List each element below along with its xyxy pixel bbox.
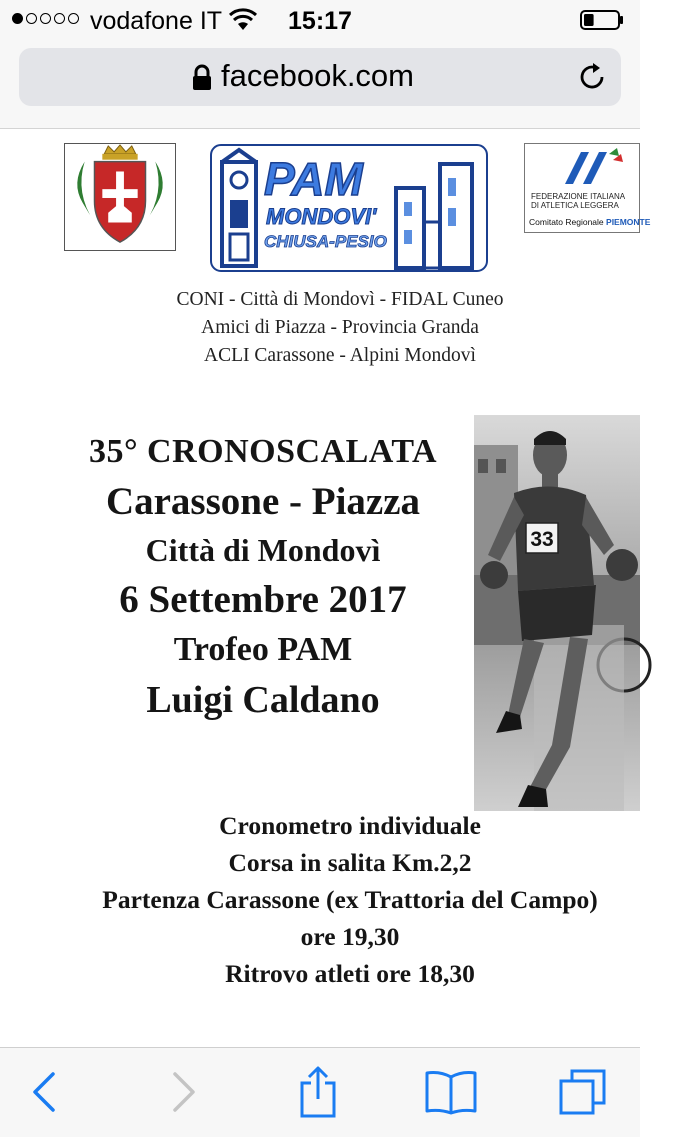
book-icon: [424, 1069, 478, 1115]
fidal-committee-text: Comitato Regionale PIEMONTE: [529, 217, 651, 227]
sponsor-line: ACLI Carassone - Alpini Mondovì: [204, 345, 476, 366]
url-text: facebook.com: [221, 58, 414, 93]
detail-line: ore 19,30: [300, 922, 400, 951]
detail-line: Ritrovo atleti ore 18,30: [225, 959, 475, 988]
share-button[interactable]: [292, 1066, 344, 1118]
sponsor-list: [0, 286, 680, 370]
fidal-logo: [524, 143, 651, 233]
pam-logo-subtitle: MONDOVI': [266, 204, 377, 229]
event-title-block: [0, 427, 526, 727]
battery-icon: [580, 10, 624, 30]
tabs-button[interactable]: [557, 1066, 609, 1118]
back-button[interactable]: [18, 1066, 70, 1118]
forward-button[interactable]: [158, 1066, 210, 1118]
event-city: Città di Mondovì: [145, 532, 381, 568]
reload-icon[interactable]: [577, 62, 607, 92]
bookmarks-button[interactable]: [425, 1066, 477, 1118]
detail-line: Cronometro individuale: [219, 811, 481, 840]
lock-icon: [191, 64, 213, 92]
city-crest-logo: [64, 143, 176, 251]
status-bar: [0, 0, 640, 40]
flyer-image: [0, 129, 651, 1047]
detail-line: Corsa in salita Km.2,2: [228, 848, 472, 877]
sponsor-line: CONI - Città di Mondovì - FIDAL Cuneo: [176, 289, 504, 310]
event-date: 6 Settembre 2017: [119, 578, 407, 621]
event-trophy: Trofeo PAM: [173, 631, 353, 668]
race-details: [0, 807, 700, 992]
sponsor-line: Amici di Piazza - Provincia Granda: [201, 317, 479, 338]
browser-address-area: [0, 40, 640, 129]
pam-logo-location: CHIUSA-PESIO: [264, 232, 387, 251]
pam-mondovi-logo: [210, 144, 488, 272]
fidal-federation-text: FEDERAZIONE ITALIANA DI ATLETICA LEGGERA: [531, 192, 626, 210]
chevron-right-icon: [169, 1070, 199, 1114]
pam-logo-title: PAM: [264, 153, 363, 205]
runner-photo: [474, 415, 640, 811]
tabs-icon: [558, 1067, 608, 1117]
status-time: 15:17: [288, 7, 352, 35]
runner-bib-number: 33: [530, 528, 554, 551]
url-field[interactable]: [19, 48, 621, 106]
browser-toolbar: [0, 1047, 640, 1137]
chevron-left-icon: [29, 1070, 59, 1114]
share-icon: [295, 1065, 341, 1119]
event-edition: 35° CRONOSCALATA: [88, 433, 438, 470]
detail-line: Partenza Carassone (ex Trattoria del Campo): [102, 885, 598, 914]
event-route: Carassone - Piazza: [105, 480, 421, 523]
event-honoree: Luigi Caldano: [146, 679, 380, 721]
carrier-name: vodafone IT: [90, 7, 223, 35]
